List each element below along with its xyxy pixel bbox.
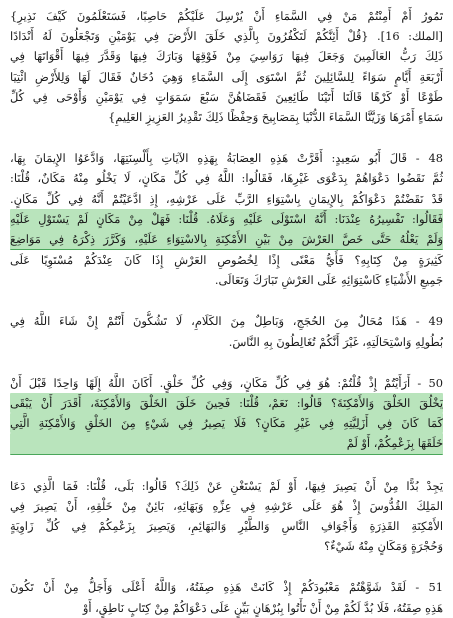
line-text: قَدْ نَقَضْتُمْ دَعْوَاكُمْ بِالإِيمَانِ بِاسْتِوَاءِ الرَّبِّ عَلَى عَرْشِهِ، إِذِ ادَّعَيْتُمْ أَنَّهُ فِي كُلِّ مَكَانٍ.	[10, 191, 443, 206]
paragraph-gap	[10, 455, 443, 476]
paragraph-gap	[10, 290, 443, 311]
text-line	[10, 250, 443, 270]
text-line	[10, 433, 443, 454]
line-text: 51 - لَقَدْ شَوَّهْتُمْ مَعْبُودَكُمْ إِذْ كَانَتْ هَذِهِ صِفَتُهُ، وَاللَّهُ أَعْلَى وَأَجَلُّ مِنْ أَنْ تَكُونَ	[10, 580, 443, 595]
text-line	[10, 496, 443, 516]
text-line	[10, 6, 443, 26]
highlighted-text: وَلَمْ يَعْلُهُ حَتَّى خَصَّ العَرْشَ مِنْ بَيْنِ الأَمْكِنَةِ بِالاسْتِوَاءِ عَلَيْهِ، وَكَرَّرَ ذِكْرَهُ فِي مَوَاضِعَ	[10, 231, 443, 246]
line-text: يَجِدْ بُدًّا مِنْ أَنْ يَصِيرَ فِيهَا، أَوْ لَمْ يَسْتَغْنِ عَنْ ذَلِكَ؟ قَالُوا: بَلَى، قُلْنَا: فَمَا الَّذِي دَعَا	[10, 478, 443, 493]
line-text: هَذِهِ صِفَتُهُ، فَلَا بُدَّ لَكُمْ مِنْ أَنْ تَأْتُوا بِبُرْهَانٍ بَيِّنٍ عَلَى دَعْوَاكُمْ مِنْ كِتَابٍ نَاطِقٍ، أَوْ	[82, 600, 443, 615]
paragraph-gap	[10, 352, 443, 373]
text-line	[10, 413, 443, 433]
paragraph-p-quran	[10, 6, 443, 127]
text-line	[10, 189, 443, 209]
paragraph-p-51	[10, 577, 443, 617]
line-text: [الملك: 16]. {قُلْ أَئِنَّكُمْ لَتَكْفُرُونَ بِالَّذِي خَلَقَ الأَرْضَ فِي يَوْمَيْنِ وَتَجْعَلُونَ لَهُ أَنْدَادًا	[10, 29, 443, 44]
line-text: الأَمْكِنَةِ القَذِرَةِ وَأَجْوَافِ النَّاسِ وَالطَّيْرِ وَالبَهَائِمِ، وَيَصِيرَ بِزَعْمِكُمْ فِي كُلِّ زَاوِيَةٍ	[10, 518, 443, 533]
line-text: 49 - هَذَا مُحَالٌ مِنَ الحُجَجِ، وَبَاطِلٌ مِنَ الكَلَامِ، لَا تَشُكُّونَ أَنْتُمْ إِنْ شَاءَ اللَّهُ فِي	[10, 314, 443, 329]
line-text: طَوْعًا أَوْ كَرْهًا قَالَتَا أَتَيْنَا طَائِعِينَ فَقَضَاهُنَّ سَبْعَ سَمَوَاتٍ فِي يَوْمَيْنِ وَأَوْحَى فِي كُلِّ	[10, 89, 443, 104]
line-text: ذَلِكَ رَبُّ العَالَمِينَ وَجَعَلَ فِيهَا رَوَاسِيَ مِنْ فَوْقِهَا وَبَارَكَ فِيهَا وَقَدَّرَ فِيهَا أَقْوَاتَهَا فِي	[10, 49, 443, 64]
line-text: المَلِكَ القُدُّوسَ إِذْ هُوَ عَلَى عَرْشِهِ فِي عِزِّهِ وَبَهَائِهِ، بَائِنٌ مِنْ خَلْقِهِ، أَنْ يَصِيرَ فِي	[10, 498, 443, 513]
line-text: بُطُولِهِ وَاسْتِحَالَتِهِ، غَيْرَ أَنَّكُمْ تُغَالِطُونَ بِهِ النَّاسَ.	[228, 334, 443, 349]
text-line	[10, 332, 443, 352]
text-line	[10, 148, 443, 168]
line-text: تَمُورُ أَمْ أَمِنْتُمْ مَنْ فِي السَّمَاءِ أَنْ يُرْسِلَ عَلَيْكُمْ حَاصِبًا، فَسَتَعْلَمُونَ كَيْفَ نَذِيرِ}	[10, 9, 443, 23]
text-line	[10, 577, 443, 597]
text-line	[10, 67, 443, 87]
text-line	[10, 270, 443, 290]
text-line	[10, 46, 443, 66]
line-text: أَرْبَعَةِ أَيَّامٍ سَوَاءً لِلسَّائِلِينَ ثُمَّ اسْتَوَى إِلَى السَّمَاءِ وَهِيَ دُخَانٌ فَقَالَ لَهَا وَلِلأَرْضِ ائْتِيَا	[10, 69, 443, 84]
paragraph-p-48	[10, 148, 443, 290]
paragraph-gap	[10, 127, 443, 148]
paragraph-p-49	[10, 311, 443, 351]
text-line	[10, 373, 443, 393]
highlighted-text: يَخْلُقَ الخَلْقَ وَالأَمْكِنَةَ؟ قَالُوا: نَعَمْ، قُلْنَا: فَحِينَ خَلَقَ الخَلْقَ وَالأَمْكِنَةَ، أَقَدَرَ أَنْ يَبْقَى	[10, 396, 443, 410]
text-line	[10, 209, 443, 229]
paragraph-gap	[10, 556, 443, 577]
text-line	[10, 229, 443, 250]
line-text: 50 - أَرَأَيْتُمْ إِذْ قُلْتُمْ: هُوَ فِي كُلِّ مَكَانٍ، وَفِي كُلِّ خَلْقٍ. أَكَانَ اللَّهُ إِلَهًا وَاحِدًا قَبْلَ أَنْ	[10, 375, 443, 390]
text-line	[10, 87, 443, 107]
highlighted-text: خَلَقَهَا بِزَعْمِكُمْ، أَوْ لَمْ	[346, 436, 443, 451]
text-line	[10, 311, 443, 331]
text-line	[10, 168, 443, 188]
text-line	[10, 393, 443, 413]
highlighted-text: كَمَا كَانَ فِي أَزَلِيَّتِهِ فِي غَيْرِ مَكَانٍ؟ فَلَا يَصِيرُ فِي شَيْءٍ مِنَ الخَلْقِ وَالأَمْكِنَةِ الَّتِي	[10, 416, 443, 431]
paragraph-p-50b	[10, 476, 443, 557]
line-text: ثُمَّ نَقَضُوا دَعْوَاهُمْ بِدَعْوَى غَيْرِهَا، فَقَالُوا: اللَّهُ فِي كُلِّ مَكَانٍ، لَا يَخْلُو مِنْهُ مَكَانٌ، قُلْنَا:	[10, 171, 443, 186]
line-text: وَحُجْرَةٍ وَمَكَانٍ مِنْهُ شَيْءٌ؟	[324, 539, 443, 554]
line-text: كَثِيرَةٍ مِنْ كِتَابِهِ؟ فَأَيُّ مَعْنًى إِذًا لِخُصُوصِ العَرْشِ إِذَا كَانَ عِنْدَكُمْ مُسْتَوِيًا عَلَى	[10, 253, 443, 268]
text-line	[10, 536, 443, 556]
text-line	[10, 476, 443, 496]
line-text: جَمِيعِ الأَشْيَاءِ كَاسْتِوَائِهِ عَلَى العَرْشِ تَبَارَكَ وَتَعَالَى.	[214, 273, 443, 288]
line-text: 48 - قَالَ أَبُو سَعِيدٍ: أَقَرَّتْ هَذِهِ العِصَابَةُ بِهَذِهِ الآيَاتِ بِأَلْسِنَتِهَا، وَادَّعَوُا الإِيمَانَ بِهَا،	[10, 151, 443, 166]
text-line	[10, 26, 443, 46]
text-line	[10, 107, 443, 127]
line-text: سَمَاءٍ أَمْرَهَا وَزَيَّنَّا السَّمَاءَ الدُّنْيَا بِمَصَابِيحَ وَحِفْظًا ذَلِكَ تَقْدِيرُ العَزِيزِ العَلِيمِ}	[108, 109, 443, 124]
paragraph-p-50	[10, 373, 443, 455]
text-line	[10, 598, 443, 618]
highlighted-text: فَقَالُوا: تَفْسِيرُهُ عِنْدَنَا: أَنَّهُ اسْتَوْلَى عَلَيْهِ وَعَلَاهُ. قُلْنَا: فَهَلْ مِنْ مَكَانٍ لَمْ يَسْتَوْلِ عَلَيْهِ	[10, 211, 443, 226]
text-line	[10, 516, 443, 536]
